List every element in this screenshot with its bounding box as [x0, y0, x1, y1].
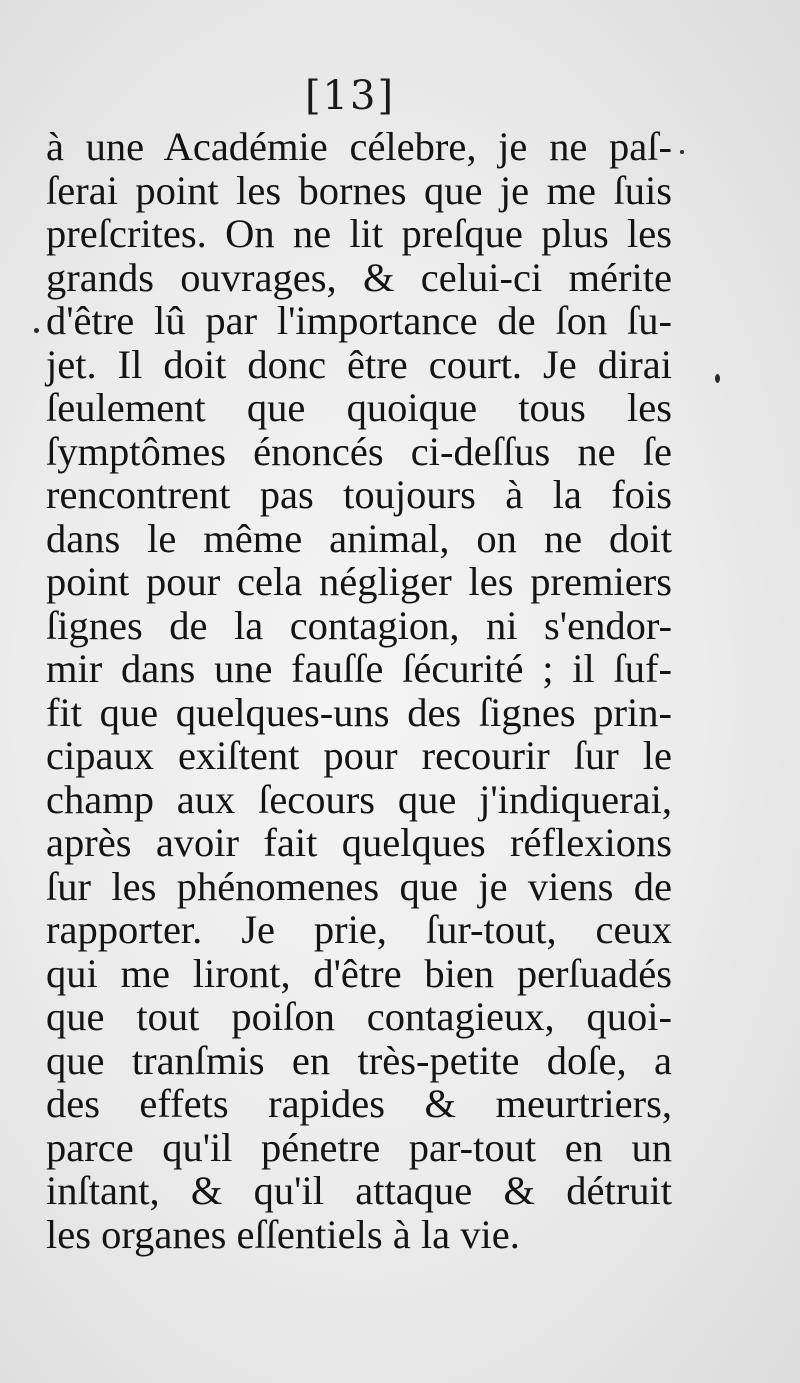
- text-line: ſignes de la contagion, ni s'endor-: [46, 602, 672, 648]
- body-text: [46, 125, 672, 1256]
- text-line: des effets rapides & meurtriers,: [46, 1081, 672, 1126]
- text-line: à une Académie célebre, je ne paſ-: [46, 124, 672, 169]
- text-line: rapporter. Je prie, ſur-tout, ceux: [46, 907, 672, 952]
- text-line: que tranſmis en très-petite doſe, a: [46, 1037, 672, 1083]
- text-line: d'être lû par l'importance de ſon ſu-: [46, 298, 672, 343]
- text-line: preſcrites. On ne lit preſque plus les: [46, 211, 672, 256]
- ink-speck: [34, 328, 39, 333]
- text-line: champ aux ſecours que j'indiquerai,: [46, 776, 672, 822]
- text-line: ſur les phénomenes que je viens de: [46, 863, 672, 909]
- text-line: grands ouvrages, & celui-ci mérite: [46, 254, 672, 300]
- text-line: qui me liront, d'être bien perſuadés: [46, 950, 672, 996]
- text-line: inſtant, & qu'il attaque & détruit: [46, 1168, 672, 1213]
- text-line: après avoir fait quelques réflexions: [46, 820, 672, 865]
- text-line: ſeulement que quoique tous les: [46, 385, 672, 430]
- text-line: point pour cela négliger les premiers: [46, 559, 672, 604]
- text-line: cipaux exiſtent pour recourir ſur le: [46, 733, 672, 778]
- text-line: que tout poiſon contagieux, quoi-: [46, 994, 672, 1039]
- text-line: rencontrent pas toujours à la fois: [46, 472, 672, 517]
- text-line: mir dans une fauſſe ſécurité ; il ſuf-: [46, 646, 672, 691]
- text-line: les organes eſſentiels à la vie.: [46, 1211, 520, 1257]
- text-line: parce qu'il pénetre par-tout en un: [46, 1124, 672, 1170]
- ink-speck: [715, 374, 720, 383]
- text-line: ſymptômes énoncés ci-deſſus ne ſe: [46, 428, 672, 474]
- ink-speck: [680, 150, 684, 154]
- text-line: ſerai point les bornes que je me ſuis: [46, 167, 672, 213]
- text-line: jet. Il doit donc être court. Je dirai: [46, 341, 672, 387]
- text-line: dans le même animal, on ne doit: [46, 515, 672, 561]
- page-number: [13]: [304, 73, 396, 119]
- text-line: fit que quelques-uns des ſignes prin-: [46, 689, 672, 735]
